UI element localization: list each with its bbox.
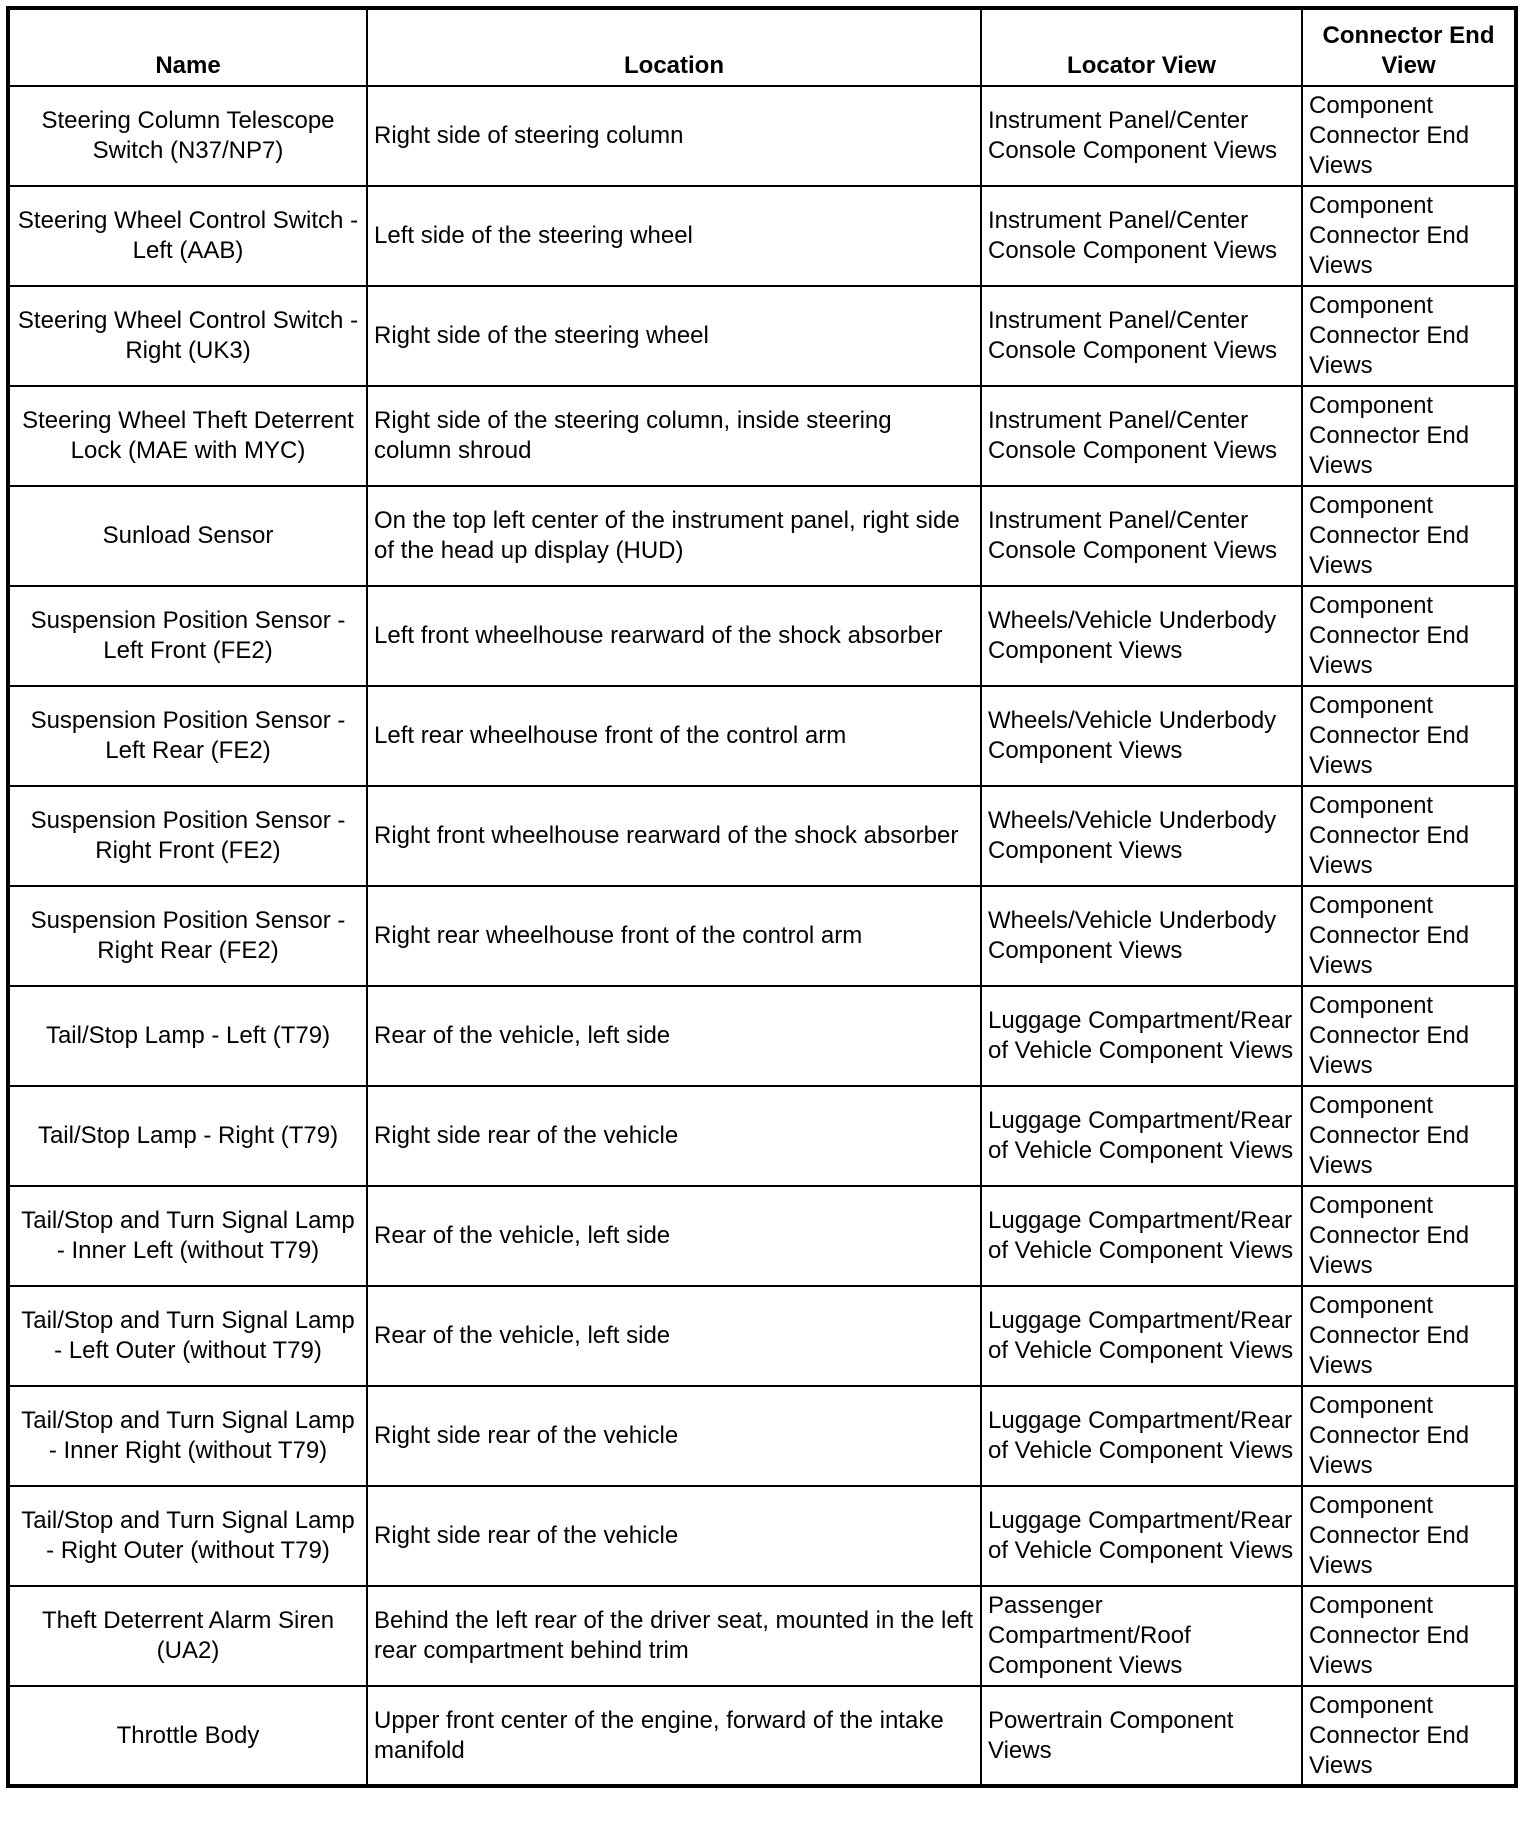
cell-connector-end-view: Component Connector End Views	[1302, 286, 1516, 386]
cell-locator-view: Wheels/Vehicle Underbody Component Views	[981, 786, 1302, 886]
cell-locator-view: Passenger Compartment/Roof Component Views	[981, 1586, 1302, 1686]
cell-locator-view: Instrument Panel/Center Console Component Views	[981, 86, 1302, 186]
table-row	[8, 286, 1516, 386]
cell-location: Rear of the vehicle, left side	[367, 986, 981, 1086]
cell-name: Throttle Body	[8, 1686, 367, 1786]
component-locator-sheet	[6, 6, 1514, 1788]
table-row	[8, 586, 1516, 686]
cell-name: Steering Column Telescope Switch (N37/NP7)	[8, 86, 367, 186]
table-row	[8, 1086, 1516, 1186]
table-row	[8, 1386, 1516, 1486]
cell-name: Suspension Position Sensor - Left Rear (FE2)	[8, 686, 367, 786]
cell-location: Rear of the vehicle, left side	[367, 1286, 981, 1386]
cell-name: Suspension Position Sensor - Right Front (FE2)	[8, 786, 367, 886]
cell-locator-view: Instrument Panel/Center Console Component Views	[981, 386, 1302, 486]
cell-location: Right side of the steering column, inside steering column shroud	[367, 386, 981, 486]
cell-locator-view: Wheels/Vehicle Underbody Component Views	[981, 586, 1302, 686]
table-row	[8, 86, 1516, 186]
table-row	[8, 986, 1516, 1086]
cell-location: Rear of the vehicle, left side	[367, 1186, 981, 1286]
cell-location: Upper front center of the engine, forward of the intake manifold	[367, 1686, 981, 1786]
table-row	[8, 886, 1516, 986]
header-locator-view: Locator View	[981, 8, 1302, 86]
cell-name: Steering Wheel Theft Deterrent Lock (MAE with MYC)	[8, 386, 367, 486]
cell-location: Right rear wheelhouse front of the control arm	[367, 886, 981, 986]
table-row	[8, 686, 1516, 786]
table-row	[8, 1686, 1516, 1786]
cell-connector-end-view: Component Connector End Views	[1302, 986, 1516, 1086]
cell-name: Tail/Stop and Turn Signal Lamp - Inner Left (without T79)	[8, 1186, 367, 1286]
cell-locator-view: Luggage Compartment/Rear of Vehicle Component Views	[981, 1186, 1302, 1286]
table-row	[8, 186, 1516, 286]
table-row	[8, 486, 1516, 586]
header-row	[8, 8, 1516, 86]
cell-name: Steering Wheel Control Switch - Left (AAB)	[8, 186, 367, 286]
cell-location: Right side of the steering wheel	[367, 286, 981, 386]
cell-locator-view: Wheels/Vehicle Underbody Component Views	[981, 686, 1302, 786]
cell-name: Sunload Sensor	[8, 486, 367, 586]
table-row	[8, 386, 1516, 486]
table-row	[8, 786, 1516, 886]
table-body	[8, 86, 1516, 1786]
cell-connector-end-view: Component Connector End Views	[1302, 86, 1516, 186]
table-header	[8, 8, 1516, 86]
cell-locator-view: Luggage Compartment/Rear of Vehicle Component Views	[981, 1486, 1302, 1586]
cell-location: On the top left center of the instrument panel, right side of the head up display (HUD)	[367, 486, 981, 586]
table-row	[8, 1486, 1516, 1586]
header-name: Name	[8, 8, 367, 86]
cell-connector-end-view: Component Connector End Views	[1302, 1386, 1516, 1486]
cell-connector-end-view: Component Connector End Views	[1302, 386, 1516, 486]
cell-location: Behind the left rear of the driver seat, mounted in the left rear compartment behind trim	[367, 1586, 981, 1686]
cell-locator-view: Wheels/Vehicle Underbody Component Views	[981, 886, 1302, 986]
cell-locator-view: Instrument Panel/Center Console Component Views	[981, 286, 1302, 386]
cell-locator-view: Powertrain Component Views	[981, 1686, 1302, 1786]
component-table	[6, 6, 1518, 1788]
cell-location: Right side rear of the vehicle	[367, 1386, 981, 1486]
cell-name: Tail/Stop Lamp - Right (T79)	[8, 1086, 367, 1186]
cell-name: Tail/Stop and Turn Signal Lamp - Right Outer (without T79)	[8, 1486, 367, 1586]
cell-connector-end-view: Component Connector End Views	[1302, 1486, 1516, 1586]
cell-connector-end-view: Component Connector End Views	[1302, 686, 1516, 786]
cell-location: Right side rear of the vehicle	[367, 1486, 981, 1586]
cell-location: Left front wheelhouse rearward of the shock absorber	[367, 586, 981, 686]
cell-locator-view: Instrument Panel/Center Console Component Views	[981, 486, 1302, 586]
cell-connector-end-view: Component Connector End Views	[1302, 1686, 1516, 1786]
cell-connector-end-view: Component Connector End Views	[1302, 1286, 1516, 1386]
header-location: Location	[367, 8, 981, 86]
cell-location: Right front wheelhouse rearward of the shock absorber	[367, 786, 981, 886]
header-connector-end-view: Connector End View	[1302, 8, 1516, 86]
cell-connector-end-view: Component Connector End Views	[1302, 186, 1516, 286]
cell-location: Right side of steering column	[367, 86, 981, 186]
cell-locator-view: Luggage Compartment/Rear of Vehicle Component Views	[981, 1286, 1302, 1386]
cell-location: Left rear wheelhouse front of the control arm	[367, 686, 981, 786]
cell-name: Suspension Position Sensor - Left Front (FE2)	[8, 586, 367, 686]
cell-connector-end-view: Component Connector End Views	[1302, 886, 1516, 986]
table-row	[8, 1286, 1516, 1386]
cell-connector-end-view: Component Connector End Views	[1302, 1586, 1516, 1686]
cell-name: Suspension Position Sensor - Right Rear (FE2)	[8, 886, 367, 986]
cell-locator-view: Luggage Compartment/Rear of Vehicle Component Views	[981, 1086, 1302, 1186]
cell-locator-view: Luggage Compartment/Rear of Vehicle Component Views	[981, 1386, 1302, 1486]
cell-name: Steering Wheel Control Switch - Right (UK3)	[8, 286, 367, 386]
cell-connector-end-view: Component Connector End Views	[1302, 1186, 1516, 1286]
cell-locator-view: Luggage Compartment/Rear of Vehicle Component Views	[981, 986, 1302, 1086]
cell-connector-end-view: Component Connector End Views	[1302, 786, 1516, 886]
cell-location: Right side rear of the vehicle	[367, 1086, 981, 1186]
cell-name: Tail/Stop and Turn Signal Lamp - Inner Right (without T79)	[8, 1386, 367, 1486]
cell-connector-end-view: Component Connector End Views	[1302, 1086, 1516, 1186]
cell-name: Theft Deterrent Alarm Siren (UA2)	[8, 1586, 367, 1686]
cell-connector-end-view: Component Connector End Views	[1302, 486, 1516, 586]
cell-location: Left side of the steering wheel	[367, 186, 981, 286]
cell-name: Tail/Stop Lamp - Left (T79)	[8, 986, 367, 1086]
cell-locator-view: Instrument Panel/Center Console Component Views	[981, 186, 1302, 286]
cell-connector-end-view: Component Connector End Views	[1302, 586, 1516, 686]
table-row	[8, 1586, 1516, 1686]
cell-name: Tail/Stop and Turn Signal Lamp - Left Outer (without T79)	[8, 1286, 367, 1386]
table-row	[8, 1186, 1516, 1286]
